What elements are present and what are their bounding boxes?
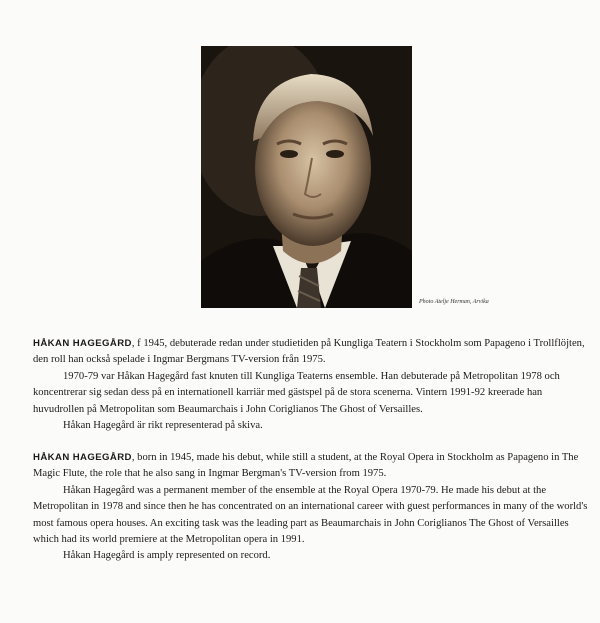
- swedish-paragraph-1-text: , f 1945, debuterade redan under studietiden på Kungliga Teatern i Stockholm som Papageno i Trollflöjten, den roll han också spelade i Ingmar Bergmans TV-version från 1975.: [33, 338, 585, 366]
- english-paragraph-1: [33, 450, 593, 483]
- swedish-biography: [33, 336, 593, 434]
- photo-credit: Photo Atelje Herman, Arvika: [419, 299, 489, 305]
- english-biography: [33, 450, 593, 565]
- portrait-photo: [201, 46, 412, 308]
- english-paragraph-2: Håkan Hagegård was a permanent member of the ensemble at the Royal Opera 1970-79. He made his debut at the Metropolitan in 1978 and since then he has concentrated on an international career with guest performances in many of the world's most famous opera houses. An exciting task was the leading part as Beaumarchais in John Coriglianos The Ghost of Versailles which had its world premiere at the Metropolitan opera in 1991.: [33, 484, 588, 546]
- portrait-illustration: [201, 46, 412, 308]
- artist-name: HÅKAN HAGEGÅRD: [33, 338, 132, 349]
- swedish-paragraph-2: 1970-79 var Håkan Hagegård fast knuten till Kungliga Teaterns ensemble. Han debuterade på Metropolitan 1978 och koncentrerar sig sedan dess på en internationell karriär med gästspel på de stora scenerna. Vintern 1991-92 kreerade han huvudrollen på Metropolitan som Beaumarchais i John Coriglianos The Ghost of Versailles.: [33, 370, 560, 415]
- artist-name: HÅKAN HAGEGÅRD: [33, 452, 132, 463]
- english-paragraph-1-text: , born in 1945, made his debut, while still a student, at the Royal Opera in Stockholm as Papageno in The Magic Flute, the role that he also sang in Ingmar Bergman's TV-version from 1975.: [33, 452, 579, 480]
- english-paragraph-3: Håkan Hagegård is amply represented on record.: [63, 550, 271, 562]
- swedish-paragraph-1: [33, 336, 593, 369]
- swedish-paragraph-3: Håkan Hagegård är rikt representerad på skiva.: [63, 420, 263, 432]
